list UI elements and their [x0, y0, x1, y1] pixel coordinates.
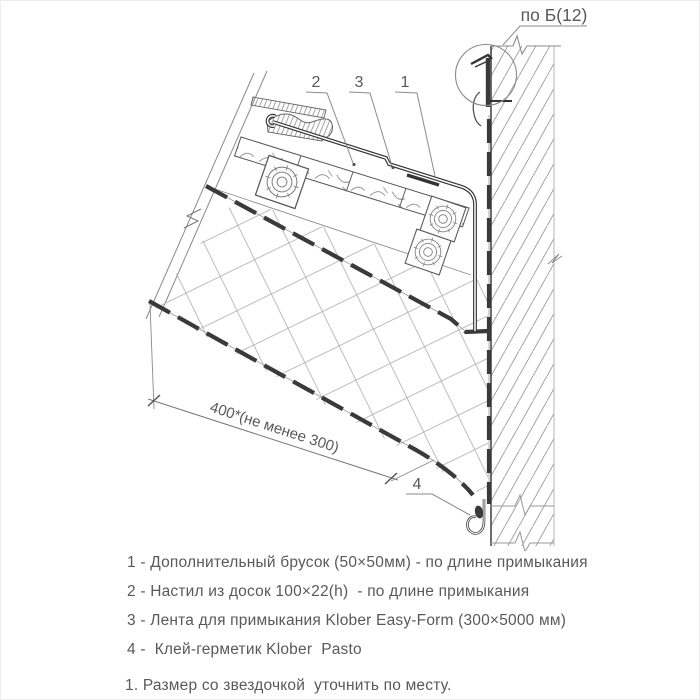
legend-item-4: 4 - Клей-герметик Klober Pasto: [127, 641, 362, 658]
flashing-hook: [473, 92, 481, 126]
callout-2-label: 2: [311, 74, 321, 91]
legend-note: 1. Размер со звездочкой уточнить по месту.: [125, 677, 452, 694]
callout-3-label: 3: [354, 74, 364, 91]
flashing-vertical-leg: [486, 58, 490, 107]
callout-2-dot: [352, 163, 355, 166]
dim-ext-left: [150, 304, 154, 409]
callout-1-leader: [395, 92, 435, 176]
legend-item-1: 1 - Дополнительный брусок (50×50мм) - по длине примыкания: [127, 554, 588, 571]
callout-4-label: 4: [412, 476, 422, 493]
legend-item-3: 3 - Лента для примыкания Klober Easy-Form (300×5000 мм): [127, 612, 567, 629]
dim-label: 400*(не менее 300): [207, 398, 341, 457]
bottom-termination: [467, 499, 484, 533]
section-ref-leader: [503, 26, 587, 45]
section-ref-label: по Б(12): [520, 5, 588, 25]
callout-1-label: 1: [400, 74, 410, 91]
legend-item-2: 2 - Настил из досок 100×22(h) - по длине примыкания: [127, 583, 530, 600]
callout-3-dot: [391, 166, 394, 169]
callout-4-leader: [406, 494, 470, 515]
wall-section: [490, 36, 562, 551]
wall-hatch: [491, 46, 554, 546]
roof-wall-junction-drawing: [1, 1, 700, 551]
